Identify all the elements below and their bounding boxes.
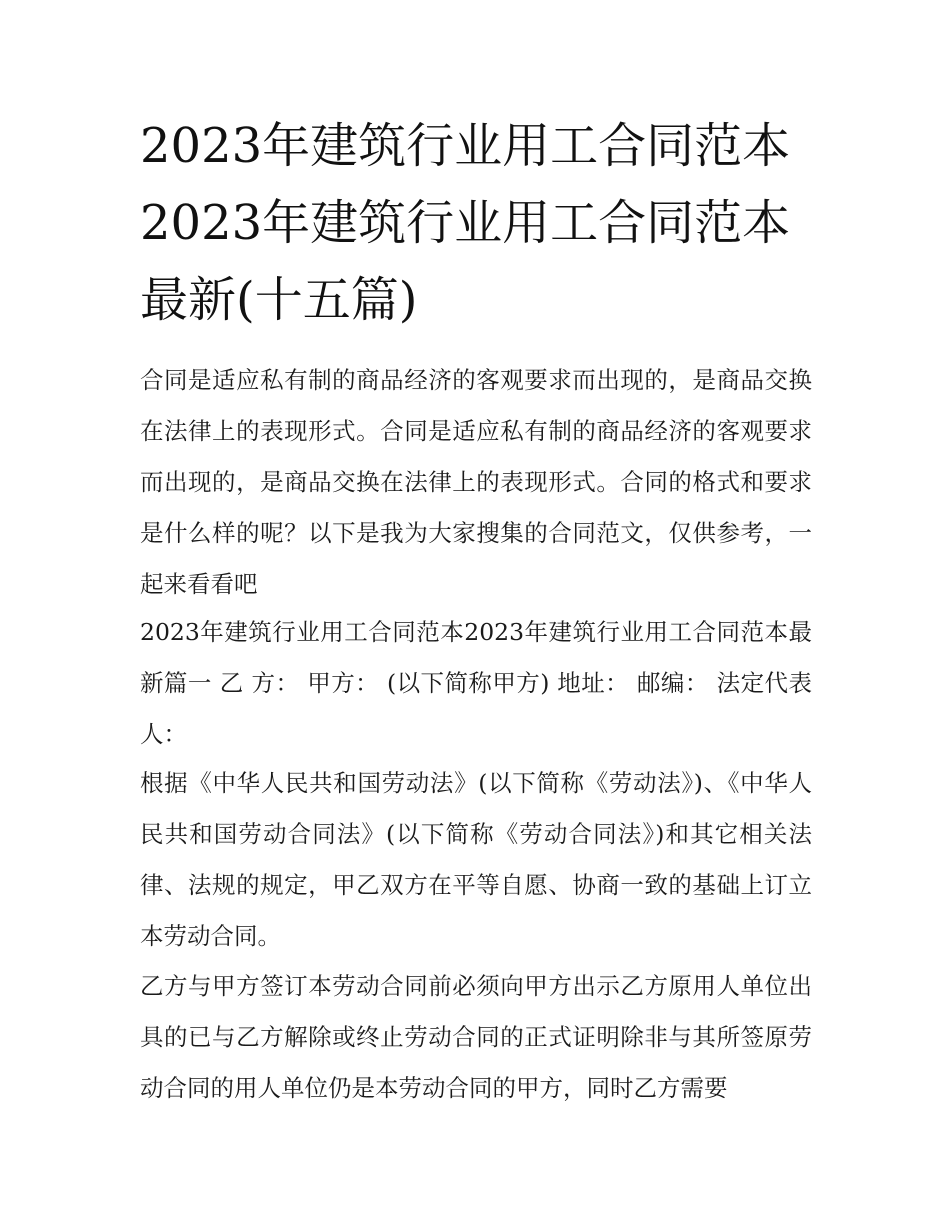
legal-basis-paragraph: 根据《中华人民共和国劳动法》(以下简称《劳动法》)、《中华人民共和国劳动合同法》(以下简称《劳动合同法》)和其它相关法律、法规的规定，甲乙双方在平等自愿、协商一致的基础上订立本劳动合同。: [140, 769, 812, 950]
prior-contract-paragraph: 乙方与甲方签订本劳动合同前必须向甲方出示乙方原用人单位出具的已与乙方解除或终止劳动合同的正式证明除非与其所签原劳动合同的用人单位仍是本劳动合同的甲方，同时乙方需要: [140, 972, 812, 1102]
contract-header-paragraph: 2023年建筑行业用工合同范本2023年建筑行业用工合同范本最新篇一 乙 方： 甲方： (以下简称甲方) 地址： 邮编： 法定代表人：: [140, 618, 812, 748]
intro-paragraph: 合同是适应私有制的商品经济的客观要求而出现的，是商品交换在法律上的表现形式。合同是适应私有制的商品经济的客观要求而出现的，是商品交换在法律上的表现形式。合同的格式和要求是什么样的呢？以下是我为大家搜集的合同范文，仅供参考，一起来看看吧: [140, 366, 812, 598]
document-title: 2023年建筑行业用工合同范本2023年建筑行业用工合同范本最新(十五篇): [140, 118, 791, 328]
